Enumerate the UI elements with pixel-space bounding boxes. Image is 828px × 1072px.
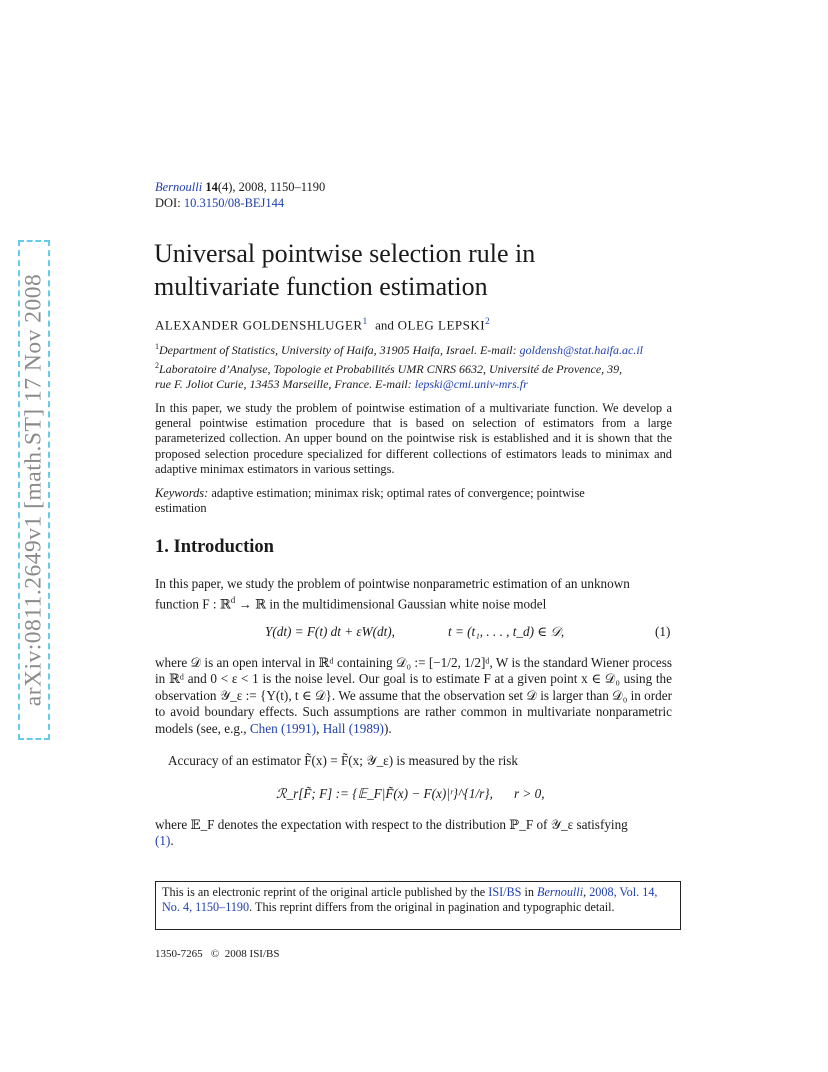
copyright-icon: © [210,948,220,960]
reprint-text-1: This is an electronic reprint of the original article published by the [162,885,489,899]
email-goldenshluger[interactable]: goldensh@stat.haifa.ac.il [519,343,644,357]
issn: 1350-7265 [155,948,203,960]
paper-title [154,237,535,303]
cite-hall-year[interactable]: (1989) [348,720,384,736]
author-1-affil-ref[interactable]: 1 [362,316,368,326]
equation-1-lhs: Y(dt) = F(t) dt + εW(dt), [265,624,395,639]
bernoulli-link[interactable]: Bernoulli [537,885,584,899]
reprint-text-2: in [521,885,538,899]
affiliation-1-sup: 1 [155,342,159,351]
affiliation-2 [155,358,700,392]
reprint-text-3: , [583,885,587,899]
doi-link[interactable]: 10.3150/08-BEJ144 [183,196,285,210]
arxiv-id: arXiv:0811.2649v1 [math.ST] 17 Nov 2008 [20,273,47,707]
footer [155,948,280,960]
isibs-link[interactable]: ISI/BS [488,885,522,899]
keywords-text: adaptive estimation; minimax risk; optimal rates of convergence; pointwise estimation [155,486,585,516]
equation-2-rhs: r > 0, [514,786,545,801]
intro-p2-end: ). [383,720,392,736]
issue-year-pages: (4), 2008, 1150–1190 [217,180,326,194]
affiliations [155,339,700,393]
authors [155,316,490,333]
doi-label: DOI: [155,196,184,210]
journal-link[interactable]: Bernoulli [155,180,203,194]
reprint-notice [155,881,681,930]
author-2-affil-ref[interactable]: 2 [485,316,491,326]
intro-p4-end: . [170,833,174,849]
cite-hall[interactable]: Hall [322,720,346,736]
author-2: OLEG LEPSKI [397,317,486,333]
equation-2-lhs: ℛ_r[F̃; F] := {𝔼_F|F̃(x) − F(x)|ʳ}^{1/r}, [276,786,493,801]
intro-p1-line-2-b: → ℝ in the multidimensional Gaussian white noise model [235,596,547,612]
volume: 14 [205,180,218,194]
email-lepski[interactable]: lepski@cmi.univ-mrs.fr [414,377,528,392]
arxiv-sidebar [18,240,50,740]
section-title: Introduction [173,537,274,557]
equation-1-number: (1) [655,624,671,639]
title-line-2: multivariate function estimation [154,272,488,301]
section-number: 1. [155,537,169,557]
volume-link[interactable]: 2008, Vol. 14, No. 4, 1150–1190 [162,885,658,914]
intro-p2-text: where 𝒟 is an open interval in ℝᵈ containing 𝒟₀ := [−1/2, 1/2]ᵈ, W is the standard Wiener process in ℝᵈ and 0 < ε < 1 is the noise level. Our goal is to estimate F at a given point x ∈ 𝒟₀ using the observation 𝒴_ε := {Y(t), t ∈ 𝒟}. We assume that the observation set 𝒟 is larger than 𝒟₀ in order to avoid boundary effects. Such assumptions are rather common in multivariate nonparametric models (see, e.g., [155,655,672,736]
cite-chen[interactable]: Chen [249,720,278,736]
affiliation-2-sup: 2 [155,361,159,371]
equation-1-rhs: t = (t₁, . . . , t_d) ∈ 𝒟, [448,624,565,639]
doi-line [155,195,284,211]
authors-and: and [375,317,394,333]
keywords [155,486,635,517]
cite-chen-year[interactable]: (1991) [281,720,317,736]
equation-ref-1[interactable]: (1) [155,833,171,849]
section-heading [155,537,274,558]
copyright-text: 2008 ISI/BS [224,948,280,960]
intro-p1-line-2-a: function F : ℝ [155,596,231,612]
intro-p4-text: where 𝔼_F denotes the expectation with respect to the distribution ℙ_F of 𝒴_ε satisfying [155,817,628,832]
title-line-1: Universal pointwise selection rule in [154,239,536,268]
affiliation-2-text-2: rue F. Joliot Curie, 13453 Marseille, France. E-mail: [155,377,415,392]
intro-paragraph-4 [155,817,672,850]
cite-sep: , [316,720,323,736]
intro-p1-line-1: In this paper, we study the problem of pointwise nonparametric estimation of an unknown [155,576,630,591]
intro-p1-sup: d [230,595,236,606]
affiliation-2-text-1: Laboratoire d’Analyse, Topologie et Probabilités UMR CNRS 6632, Université de Provence, 39, [159,362,623,377]
intro-p1-line-2 [155,592,672,613]
author-1: ALEXANDER GOLDENSHLUGER [155,317,363,333]
affiliation-1-text: Department of Statistics, University of Haifa, 31905 Haifa, Israel. E-mail: [159,343,520,357]
affiliation-1 [155,339,700,358]
reprint-text-4: . This reprint differs from the original in pagination and typographic detail. [249,900,615,914]
abstract: In this paper, we study the problem of pointwise estimation of a multivariate function. We develop a general pointwise estimation procedure that is based on selection of estimators from a large parameterized collection. An upper bound on the pointwise risk is established and it is shown that the proposed selection procedure specialized for different collections of estimators leads to minimax and adaptive minimax estimators in various settings. [155,401,672,476]
citation-line [155,179,325,195]
intro-paragraph-3: Accuracy of an estimator F̃(x) = F̃(x; 𝒴_ε) is measured by the risk [168,753,518,768]
intro-paragraph-2 [155,655,672,737]
keywords-label: Keywords: [155,486,209,500]
intro-paragraph-1 [155,576,672,613]
